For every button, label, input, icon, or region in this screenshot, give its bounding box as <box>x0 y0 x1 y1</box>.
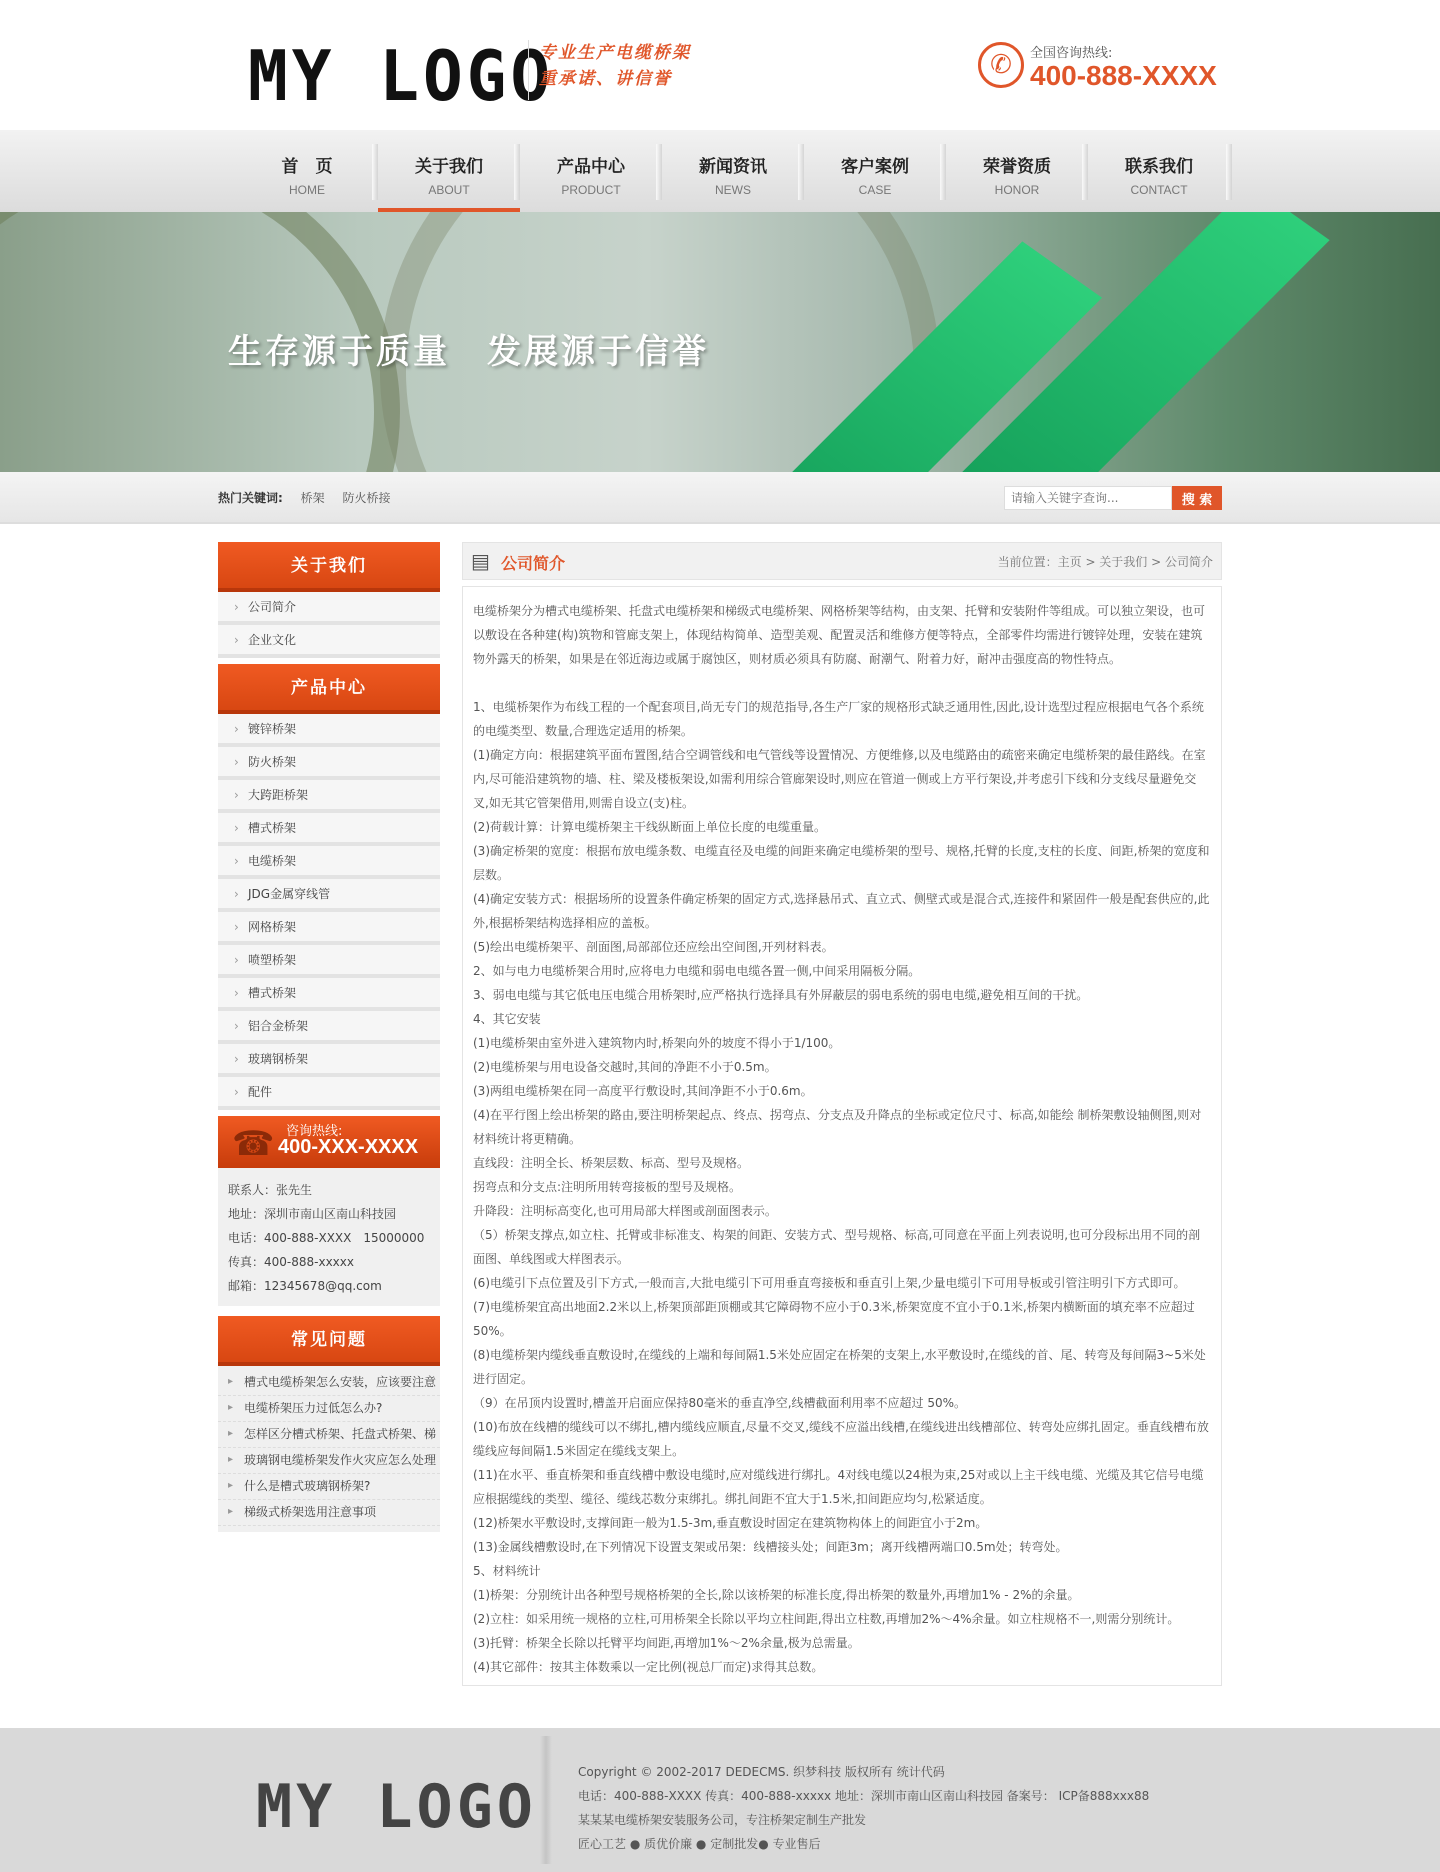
article-paragraph: (4)其它部件：按其主体数乘以一定比例(视总厂而定)求得其总数。 <box>473 1660 824 1674</box>
page-icon: ▤ <box>471 549 490 573</box>
sidebar-item[interactable]: › 槽式桥架 <box>218 978 440 1011</box>
nav-sublabel: NEWS <box>715 183 751 197</box>
article-paragraph: 3、弱电电缆与其它低电压电缆合用桥架时,应严格执行选择具有外屏蔽层的弱电系统的弱电电缆,避免相互间的干扰。 <box>473 988 1089 1002</box>
sidebar-item[interactable]: › 公司简介 <box>218 592 440 625</box>
article-body <box>462 586 1222 1686</box>
nav-sublabel: PRODUCT <box>561 183 621 197</box>
hot-keywords <box>218 489 405 506</box>
banner-slogan: 生存源于质量 发展源于信誉 <box>228 332 709 372</box>
sidebar-item[interactable]: › 防火桥架 <box>218 747 440 780</box>
sidebar-about-title: 关于我们 <box>218 542 440 592</box>
article-paragraph: (5)绘出电缆桥架平、剖面图,局部部位还应绘出空间图,开列材料表。 <box>473 940 834 954</box>
footer-logo: MY LOGO <box>256 1772 537 1842</box>
contact-hotline-label: 咨询热线: <box>286 1124 343 1139</box>
sidebar-item[interactable]: › 镀锌桥架 <box>218 714 440 747</box>
article-paragraph: (13)金属线槽敷设时,在下列情况下设置支架或吊架：线槽接头处；间距3m；离开线槽两端口0.5m处；转弯处。 <box>473 1540 1068 1554</box>
faq-item[interactable]: ▸ 电缆桥架压力过低怎么办? <box>218 1396 440 1422</box>
article-paragraph: 拐弯点和分支点:注明所用转弯接板的型号及规格。 <box>473 1180 742 1194</box>
faq-item[interactable]: ▸ 槽式电缆桥架怎么安装，应该要注意 <box>218 1370 440 1396</box>
article-paragraph: (6)电缆引下点位置及引下方式,一般而言,大批电缆引下可用垂直弯接板和垂直引上架,少量电缆引下可用导板或引管注明引下方式即可。 <box>473 1276 1186 1290</box>
article-paragraph: (12)桥架水平敷设时,支撑间距一般为1.5-3m,垂直敷设时固定在建筑物构体上的间距宜小于2m。 <box>473 1516 988 1530</box>
nav-item-home[interactable] <box>236 130 378 212</box>
hotline-label: 全国咨询热线: <box>1030 46 1113 61</box>
keyword-link[interactable]: 防火桥接 <box>342 491 391 505</box>
article-paragraph: (11)在水平、垂直桥架和垂直线槽中敷设电缆时,应对缆线进行绑扎。4对线电缆以24根为束,25对或以上主干线电缆、光缆及其它信号电缆应根据缆线的类型、缆径、缆线芯数分束绑扎。绑扎间距不宜大于1.5米,扣间距应均匀,松紧适度。 <box>473 1468 1204 1506</box>
faq-item[interactable]: ▸ 玻璃钢电缆桥架发作火灾应怎么处理 <box>218 1448 440 1474</box>
article-paragraph: (3)确定桥架的宽度：根据布放电缆条数、电缆直径及电缆的间距来确定电缆桥架的型号、规格,托臂的长度,支柱的长度、间距,桥架的宽度和层数。 <box>473 844 1210 882</box>
sidebar-contact <box>218 1116 440 1306</box>
footer-company: 某某某电缆桥架安装服务公司，专注桥架定制生产批发 <box>578 1813 867 1827</box>
contact-hotline-number: 400-XXX-XXXX <box>278 1136 419 1158</box>
content-header <box>462 542 1222 580</box>
footer-contact: 电话：400-888-XXXX 传真：400-888-xxxxx 地址：深圳市南山区南山科技园 备案号： ICP备888xxx88 <box>578 1789 1150 1803</box>
sidebar-item[interactable]: › 企业文化 <box>218 625 440 658</box>
article-paragraph: 直线段：注明全长、桥架层数、标高、型号及规格。 <box>473 1156 750 1170</box>
article-intro: 电缆桥架分为槽式电缆桥架、托盘式电缆桥架和梯级式电缆桥架、网格桥架等结构，由支架、托臂和安装附件等组成。可以独立架设，也可以敷设在各种建(构)筑物和管廊支架上，体现结构简单、造型美观、配置灵活和维修方便等特点，全部零件均需进行镀锌处理，安装在建筑物外露天的桥架，如果是在邻近海边或属于腐蚀区，则材质必须具有防腐、耐潮气、附着力好，耐冲击强度高的物性特点。 <box>473 604 1206 666</box>
breadcrumb: 当前位置：主页 > 关于我们 > 公司简介 <box>997 555 1213 569</box>
article-paragraph: (10)布放在线槽的缆线可以不绑扎,槽内缆线应顺直,尽量不交叉,缆线不应溢出线槽,在缆线进出线槽部位、转弯处应绑扎固定。垂直线槽布放缆线应每间隔1.5米固定在缆线支架上。 <box>473 1420 1209 1458</box>
sidebar-item[interactable]: › 喷塑桥架 <box>218 945 440 978</box>
nav-label: 产品中心 <box>557 157 625 177</box>
article-paragraph: (8)电缆桥架内缆线垂直敷设时,在缆线的上端和每间隔1.5米处应固定在桥架的支架上,水平敷设时,在缆线的首、尾、转弯及每间隔3~5米处进行固定。 <box>473 1348 1206 1386</box>
nav-item-product[interactable] <box>520 130 662 212</box>
article-paragraph: 1、电缆桥架作为布线工程的一个配套项目,尚无专门的规范指导,各生产厂家的规格形式缺乏通用性,因此,设计选型过程应根据电气各个系统的电缆类型、数量,合理选定适用的桥架。 <box>473 700 1204 738</box>
nav-label: 首 页 <box>281 157 333 177</box>
faq-item[interactable]: ▸ 怎样区分槽式桥架、托盘式桥架、梯 <box>218 1422 440 1448</box>
contact-address: 地址：深圳市南山区南山科技园 <box>228 1207 397 1221</box>
article-paragraph: （9）在吊顶内设置时,槽盖开启面应保持80毫米的垂直净空,线槽截面利用率不应超过 50%。 <box>473 1396 967 1410</box>
keyword-bar <box>0 472 1440 524</box>
nav-sublabel: CONTACT <box>1130 183 1188 197</box>
main-nav <box>0 130 1440 212</box>
contact-header <box>218 1116 440 1168</box>
sidebar-faq-title: 常见问题 <box>218 1316 440 1366</box>
nav-item-news[interactable] <box>662 130 804 212</box>
contact-fax: 传真：400-888-xxxxx <box>228 1255 354 1269</box>
footer-copyright: Copyright © 2002-2017 DEDECMS. 织梦科技 版权所有 统计代码 <box>578 1765 945 1779</box>
article-paragraph: （5）桥架支撑点,如立柱、托臂或非标准支、构架的间距、安装方式、型号规格、标高,可同意在平面上列表说明,也可分段标出用不同的剖面图、单线图或大样图表示。 <box>473 1228 1201 1266</box>
site-footer <box>0 1728 1440 1872</box>
sidebar-item[interactable]: › 槽式桥架 <box>218 813 440 846</box>
faq-item[interactable]: ▸ 什么是槽式玻璃钢桥架? <box>218 1474 440 1500</box>
nav-item-about[interactable] <box>378 130 520 212</box>
nav-item-contact[interactable] <box>1088 130 1230 212</box>
sidebar-item[interactable]: › 大跨距桥架 <box>218 780 440 813</box>
sidebar-about-list <box>218 592 440 658</box>
contact-person: 联系人：张先生 <box>228 1183 313 1197</box>
article-paragraph: (4)在平行图上绘出桥架的路由,要注明桥架起点、终点、拐弯点、分支点及升降点的坐标或定位尺寸、标高,如能绘 制桥架敷设轴侧图,则对材料统计将更精确。 <box>473 1108 1202 1146</box>
nav-sublabel: HONOR <box>994 183 1040 197</box>
phone-icon: ✆ <box>978 42 1024 88</box>
article-paragraph: (3)托臂：桥架全长除以托臂平均间距,再增加1%～2%余量,极为总需量。 <box>473 1636 860 1650</box>
nav-label: 新闻资讯 <box>699 157 767 177</box>
sidebar-item[interactable]: › 玻璃钢桥架 <box>218 1044 440 1077</box>
telephone-icon: ☎ <box>232 1124 275 1164</box>
search-box <box>1004 486 1222 510</box>
faq-item[interactable]: ▸ 梯级式桥架选用注意事项 <box>218 1500 440 1526</box>
article-paragraph: 5、材料统计 <box>473 1564 541 1578</box>
keywords-label: 热门关键词: <box>218 491 283 505</box>
sidebar-faq <box>218 1316 440 1532</box>
article-paragraph: (2)立柱：如采用统一规格的立柱,可用桥架全长除以平均立柱间距,得出立柱数,再增加2%～4%余量。如立柱规格不一,则需分别统计。 <box>473 1612 1180 1626</box>
article-paragraph: (1)确定方向：根据建筑平面布置图,结合空调管线和电气管线等设置情况、方便维修,以及电缆路由的疏密来确定电缆桥架的最佳路线。在室内,尽可能沿建筑物的墙、柱、梁及楼板架设,如需利用综合管廊架设时,则应在管道一侧或上方平行架设,并考虑引下线和分支线尽量避免交叉,如无其它管架借用,则需自设立(支)柱。 <box>473 748 1206 810</box>
footer-tagline: 匠心工艺 ● 质优价廉 ● 定制批发● 专业售后 <box>578 1837 821 1851</box>
nav-label: 联系我们 <box>1125 157 1193 177</box>
sidebar-product-title: 产品中心 <box>218 664 440 714</box>
search-input[interactable] <box>1004 486 1172 510</box>
article-paragraph: 升降段：注明标高变化,也可用局部大样图或剖面图表示。 <box>473 1204 777 1218</box>
hotline-number: 400-888-XXXX <box>1030 60 1217 91</box>
header-slogan <box>528 40 691 100</box>
footer-info <box>578 1760 1149 1856</box>
nav-label: 客户案例 <box>841 157 909 177</box>
nav-sublabel: ABOUT <box>428 183 470 197</box>
site-logo[interactable]: MY LOGO <box>248 36 555 117</box>
nav-item-honor[interactable] <box>946 130 1088 212</box>
article-paragraph: 2、如与电力电缆桥架合用时,应将电力电缆和弱电电缆各置一侧,中间采用隔板分隔。 <box>473 964 921 978</box>
article-paragraph: 4、其它安装 <box>473 1012 541 1026</box>
faq-list <box>218 1366 440 1526</box>
sidebar-item[interactable]: › 网格桥架 <box>218 912 440 945</box>
nav-label: 关于我们 <box>415 157 483 177</box>
nav-label: 荣誉资质 <box>983 157 1051 177</box>
site-header <box>0 0 1440 130</box>
article-paragraph: (1)桥架：分别统计出各种型号规格桥架的全长,除以该桥架的标准长度,得出桥架的数量外,再增加1% - 2%的余量。 <box>473 1588 1080 1602</box>
slogan-line-2: 重承诺、讲信誉 <box>539 69 672 89</box>
nav-sublabel: CASE <box>858 183 892 197</box>
sidebar-item[interactable]: › JDG金属穿线管 <box>218 879 440 912</box>
sidebar-item[interactable]: › 铝合金桥架 <box>218 1011 440 1044</box>
article-paragraph: (3)两组电缆桥架在同一高度平行敷设时,其间净距不小于0.6m。 <box>473 1084 813 1098</box>
nav-sublabel: HOME <box>289 183 325 197</box>
contact-phone: 电话：400-888-XXXX 15000000 <box>228 1231 425 1245</box>
article-paragraph: (4)确定安装方式：根据场所的设置条件确定桥架的固定方式,选择悬吊式、直立式、侧壁式或是混合式,连接件和紧固件一般是配套供应的,此外,根据桥架结构选择相应的盖板。 <box>473 892 1210 930</box>
article-paragraph: (1)电缆桥架由室外进入建筑物内时,桥架向外的坡度不得小于1/100。 <box>473 1036 841 1050</box>
contact-email: 邮箱：12345678@qq.com <box>228 1279 382 1293</box>
sidebar-item[interactable]: › 电缆桥架 <box>218 846 440 879</box>
hero-banner <box>0 212 1440 472</box>
article-paragraph: (7)电缆桥架宜高出地面2.2米以上,桥架顶部距顶棚或其它障碍物不应小于0.3米,桥架宽度不宜小于0.1米,桥架内横断面的填充率不应超过50%。 <box>473 1300 1195 1338</box>
page-title: 公司简介 <box>501 554 566 573</box>
sidebar-item[interactable]: › 配件 <box>218 1077 440 1110</box>
slogan-line-1: 专业生产电缆桥架 <box>539 43 691 63</box>
contact-details <box>218 1168 440 1298</box>
keyword-link[interactable]: 桥架 <box>300 491 325 505</box>
sidebar-product-list <box>218 714 440 1110</box>
footer-divider <box>540 1736 552 1864</box>
content-panel <box>462 542 1222 1686</box>
article-paragraph: (2)电缆桥架与用电设备交越时,其间的净距不小于0.5m。 <box>473 1060 777 1074</box>
sidebar <box>218 542 440 1532</box>
nav-item-case[interactable] <box>804 130 946 212</box>
article-paragraph: (2)荷载计算：计算电缆桥架主干线纵断面上单位长度的电缆重量。 <box>473 820 827 834</box>
search-button[interactable]: 搜 索 <box>1172 486 1222 510</box>
